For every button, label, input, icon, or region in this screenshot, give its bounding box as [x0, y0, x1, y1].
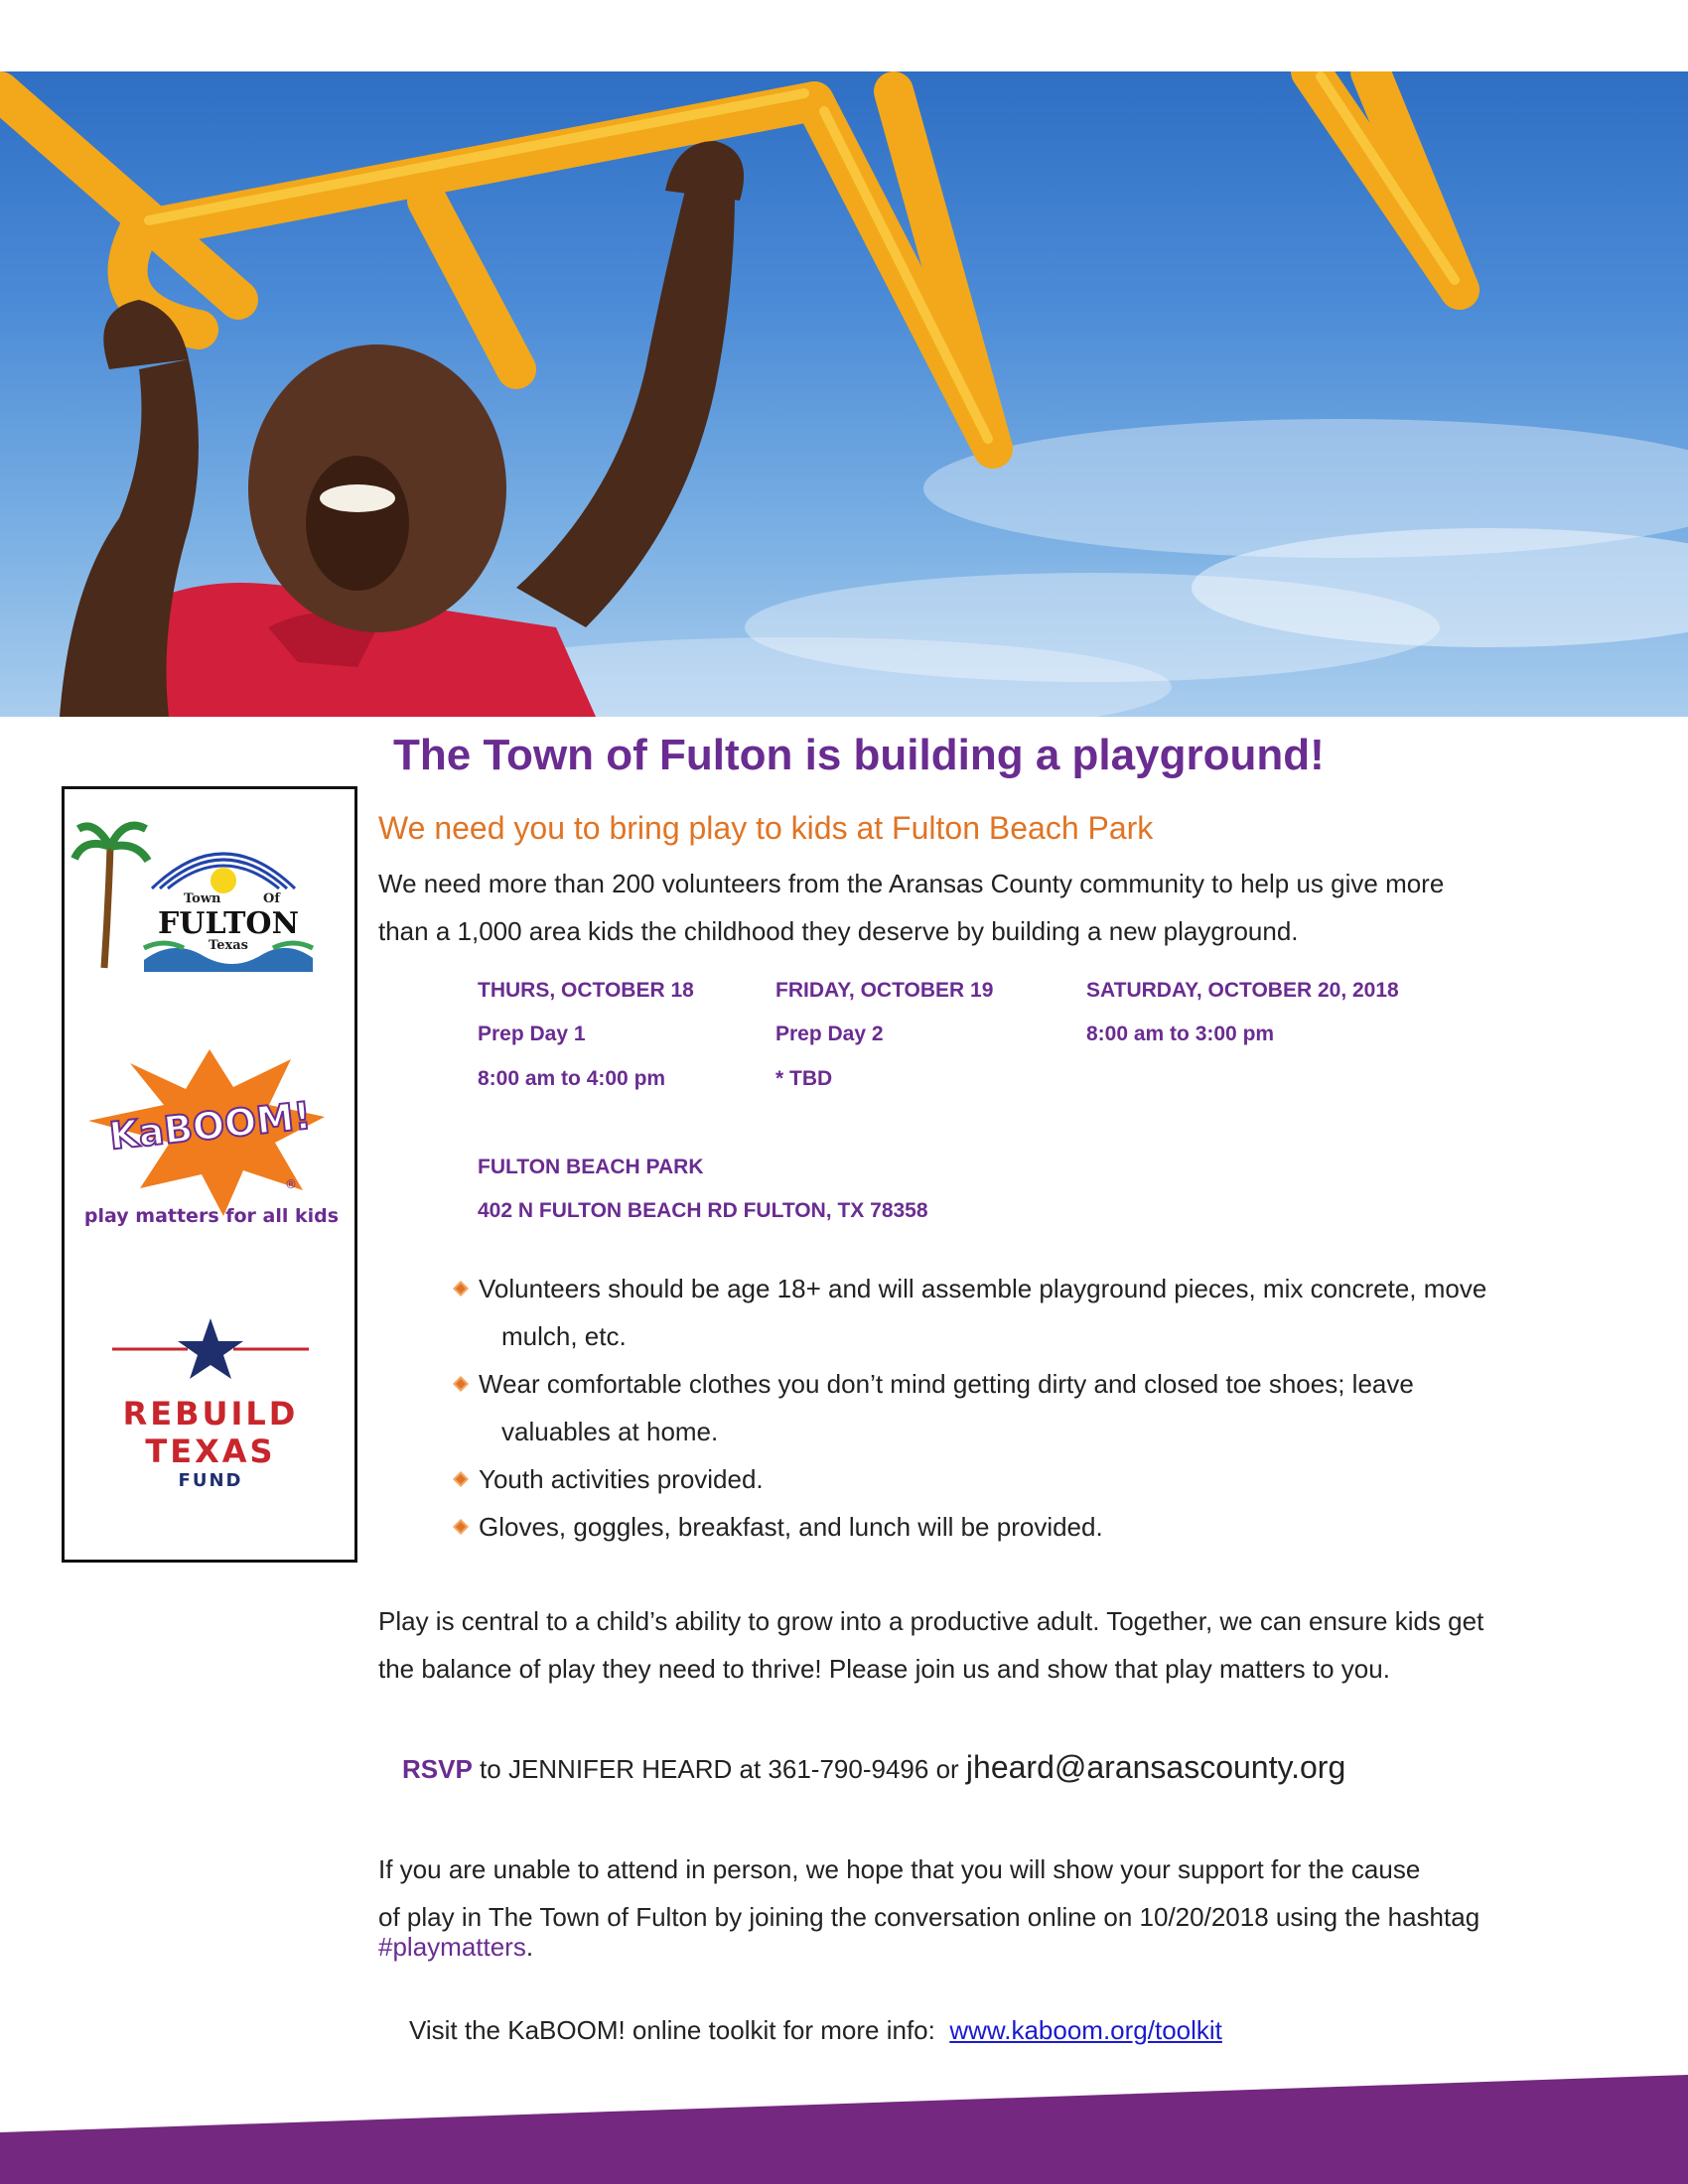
closing-line-2: the balance of play they need to thrive! Please join us and show that play matters to you.: [378, 1654, 1390, 1684]
online-line-2: of play in The Town of Fulton by joining the conversation online on 10/20/2018 using the hashtag: [378, 1902, 1480, 1932]
schedule-day-2-time: * TBD: [775, 1067, 833, 1090]
online-hashtag-line: [378, 1932, 533, 1962]
rsvp-label: RSVP: [402, 1754, 473, 1784]
rsvp-line: [402, 1747, 1345, 1789]
intro-line-1: We need more than 200 volunteers from the Aransas County community to help us give more: [378, 869, 1445, 898]
hero-illustration: [0, 71, 1688, 717]
rebuild-line2: TEXAS: [145, 1433, 276, 1470]
schedule-day-1-label: Prep Day 1: [478, 1023, 586, 1045]
rsvp-email[interactable]: jheard@aransascounty.org: [965, 1749, 1346, 1785]
rebuild-texas-logo: [112, 1318, 309, 1491]
location-name: FULTON BEACH PARK: [478, 1156, 704, 1178]
diamond-bullet-icon: [453, 1471, 469, 1487]
bullet-2-line-2: valuables at home.: [501, 1417, 719, 1446]
rebuild-line1: REBUILD: [122, 1395, 299, 1433]
bullet-2-line-1: Wear comfortable clothes you don’t mind getting dirty and closed toe shoes; leave: [479, 1369, 1414, 1399]
bullet-1-line-2: mulch, etc.: [501, 1321, 627, 1351]
rebuild-line3: FUND: [178, 1470, 243, 1491]
subheading: We need you to bring play to kids at Fulton Beach Park: [378, 810, 1154, 846]
hashtag-period: .: [525, 1932, 534, 1962]
bullet-3: Youth activities provided.: [479, 1464, 764, 1494]
fulton-state-text: Texas: [209, 938, 248, 953]
bullet-1-line-1: Volunteers should be age 18+ and will assemble playground pieces, mix concrete, move: [479, 1274, 1487, 1303]
hero-photo: [0, 71, 1688, 717]
diamond-bullet-icon: [453, 1281, 469, 1297]
fulton-town-text: Town: [184, 891, 221, 906]
page-title: The Town of Fulton is building a playground!: [393, 731, 1325, 779]
toolkit-line: [409, 2010, 1222, 2050]
schedule-day-2-label: Prep Day 2: [775, 1023, 884, 1045]
fulton-logo: [74, 826, 313, 972]
schedule-day-2-date: FRIDAY, OCTOBER 19: [775, 979, 994, 1002]
kaboom-tagline: play matters for all kids: [83, 1205, 340, 1227]
kaboom-registered-mark: ®: [285, 1177, 297, 1191]
online-line-1: If you are unable to attend in person, we hope that you will show your support for the cause: [378, 1854, 1421, 1884]
kaboom-logo: [84, 1049, 339, 1227]
schedule-day-1-time: 8:00 am to 4:00 pm: [478, 1067, 666, 1090]
toolkit-link[interactable]: www.kaboom.org/toolkit: [949, 2015, 1222, 2045]
location-address: 402 N FULTON BEACH RD FULTON, TX 78358: [478, 1199, 928, 1222]
schedule-day-1-date: THURS, OCTOBER 18: [478, 979, 694, 1002]
toolkit-text: Visit the KaBOOM! online toolkit for more info:: [409, 2015, 935, 2045]
schedule-day-3-date: SATURDAY, OCTOBER 20, 2018: [1086, 979, 1399, 1002]
rsvp-text: to JENNIFER HEARD at 361-790-9496 or: [472, 1754, 966, 1784]
kaboom-wordmark: KaBOOM!: [106, 1093, 314, 1159]
fulton-name-text: FULTON: [158, 906, 299, 941]
fulton-of-text: Of: [263, 891, 280, 906]
logo-sidebar: [62, 786, 357, 1563]
bullet-4: Gloves, goggles, breakfast, and lunch will be provided.: [479, 1512, 1103, 1542]
intro-line-2: than a 1,000 area kids the childhood they deserve by building a new playground.: [378, 916, 1299, 946]
footer-bar: [0, 2075, 1688, 2184]
sponsor-logos: [65, 789, 354, 1560]
schedule-day-3-label: 8:00 am to 3:00 pm: [1086, 1023, 1275, 1045]
diamond-bullet-icon: [453, 1376, 469, 1392]
diamond-bullet-icon: [453, 1519, 469, 1535]
hashtag[interactable]: #playmatters: [378, 1932, 526, 1962]
closing-line-1: Play is central to a child’s ability to grow into a productive adult. Together, we can ensure kids get: [378, 1606, 1484, 1636]
